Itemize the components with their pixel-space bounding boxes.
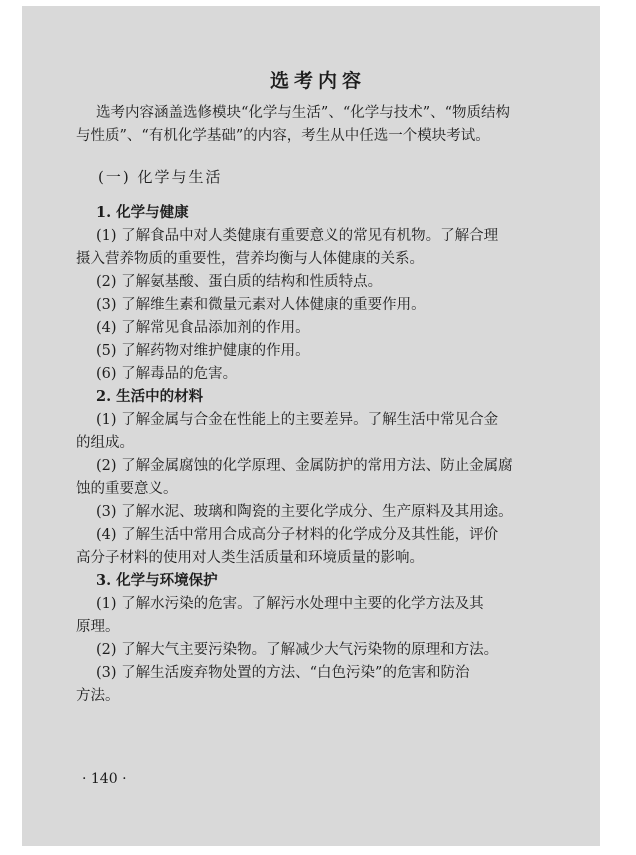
subsection-heading-health: 1. 化学与健康 [96, 204, 189, 221]
paragraph-line: 的组成。 [76, 435, 134, 451]
paragraph-line: 蚀的重要意义。 [76, 481, 178, 497]
paragraph-line: (5) 了解药物对维护健康的作用。 [96, 343, 310, 359]
paragraph-line: (2) 了解大气主要污染物。了解减少大气污染物的原理和方法。 [96, 642, 499, 658]
paragraph-line: (1) 了解水污染的危害。了解污水处理中主要的化学方法及其 [96, 596, 484, 612]
paragraph-line: 高分子材料的使用对人类生活质量和环境质量的影响。 [76, 550, 424, 566]
paragraph-line: (3) 了解水泥、玻璃和陶瓷的主要化学成分、生产原料及其用途。 [96, 504, 513, 520]
paragraph-line: (3) 了解维生素和微量元素对人体健康的重要作用。 [96, 297, 426, 313]
intro-line-2: 与性质”、“有机化学基础”的内容，考生从中任选一个模块考试。 [76, 128, 490, 144]
paragraph-line: (1) 了解食品中对人类健康有重要意义的常见有机物。了解合理 [96, 228, 499, 244]
subsection-heading-environment: 3. 化学与环境保护 [96, 572, 218, 589]
page-title: 选考内容 [269, 70, 366, 92]
paragraph-line: (6) 了解毒品的危害。 [96, 366, 238, 382]
paragraph-line: (3) 了解生活废弃物处置的方法、“白色污染”的危害和防治 [96, 665, 470, 681]
subsection-heading-materials: 2. 生活中的材料 [96, 388, 204, 405]
paragraph-line: (2) 了解金属腐蚀的化学原理、金属防护的常用方法、防止金属腐 [96, 458, 513, 474]
paragraph-line: (4) 了解常见食品添加剂的作用。 [96, 320, 310, 336]
paragraph-line: 原理。 [76, 619, 120, 635]
page-number: · 140 · [82, 771, 127, 787]
paragraph-line: (1) 了解金属与合金在性能上的主要差异。了解生活中常见合金 [96, 412, 499, 428]
section-heading: (一) 化学与生活 [98, 168, 223, 186]
intro-line-1: 选考内容涵盖选修模块“化学与生活”、“化学与技术”、“物质结构 [96, 105, 511, 121]
paragraph-line: (2) 了解氨基酸、蛋白质的结构和性质特点。 [96, 274, 383, 290]
paragraph-line: 摄入营养物质的重要性，营养均衡与人体健康的关系。 [76, 251, 424, 267]
paragraph-line: 方法。 [76, 688, 120, 704]
paragraph-line: (4) 了解生活中常用合成高分子材料的化学成分及其性能，评价 [96, 527, 499, 543]
